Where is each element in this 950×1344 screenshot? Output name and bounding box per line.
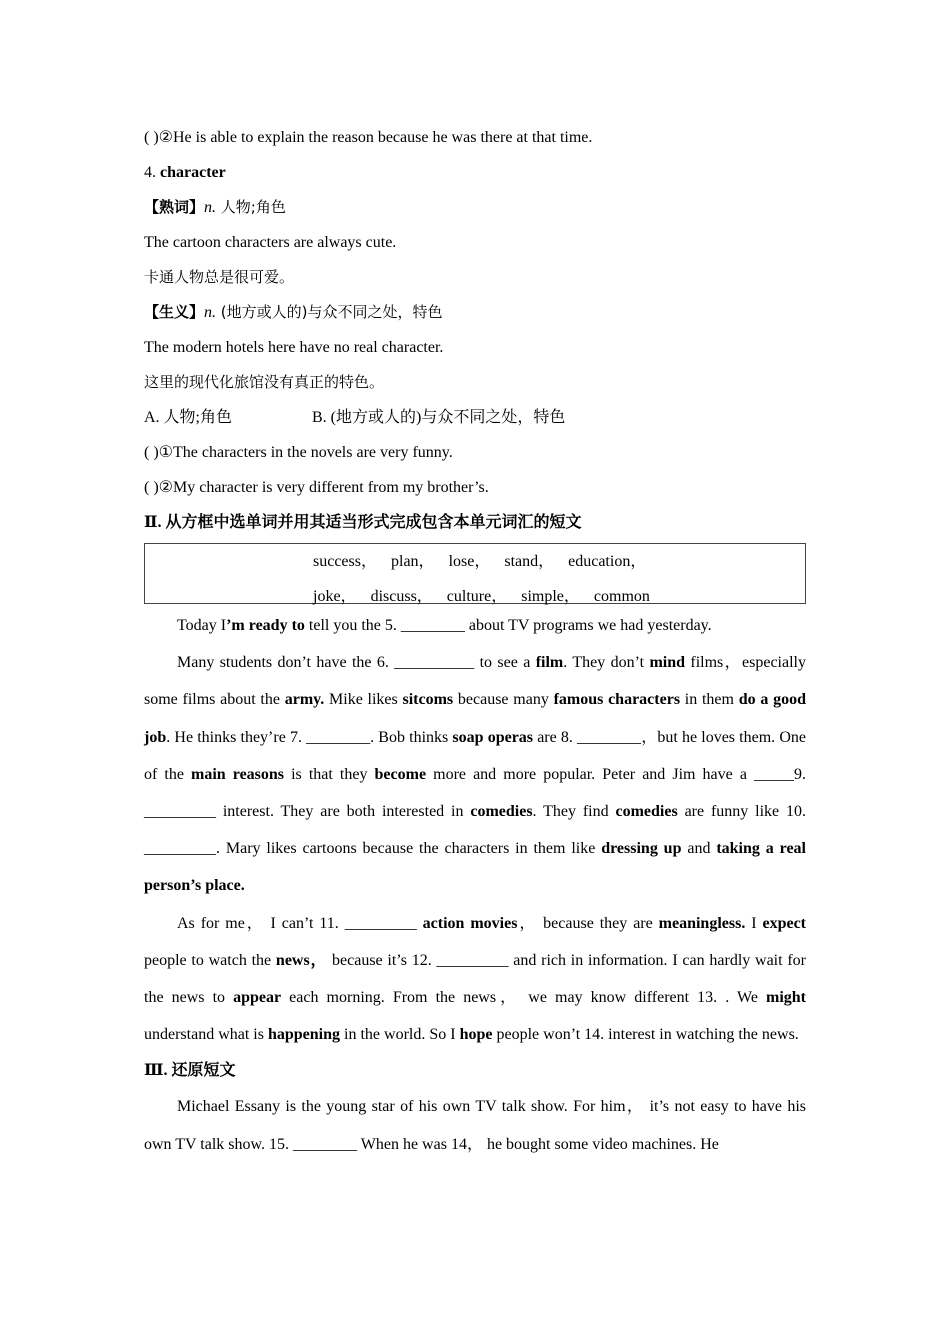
- q4-options: [144, 400, 806, 435]
- q4-familiar-meaning: [144, 190, 806, 225]
- word-box-item: common: [593, 588, 650, 605]
- bold-term: hope: [459, 1026, 493, 1044]
- new-meaning: (地方或人的)与众不同之处，特色: [216, 303, 443, 321]
- passage-text: are funny like 10. _________. Mary likes cartoons because the characters in them like: [144, 803, 807, 858]
- bold-term: meaningless.: [658, 914, 746, 932]
- q4-example-1-en: The cartoon characters are always cute.: [144, 234, 397, 251]
- passage-text: films，especially some films about the: [144, 654, 806, 709]
- section-3-heading: Ⅲ. 还原短文: [144, 1062, 236, 1080]
- passage-text: ， because they are: [517, 914, 659, 932]
- bold-term: army.: [284, 691, 325, 709]
- passage-text: Many students don’t have the 6. __________ to see a: [177, 654, 536, 672]
- q4-item-2: ( )②My character is very different from my brother’s.: [144, 479, 489, 496]
- passage-text: in them: [680, 691, 739, 709]
- option-b: B. (地方或人的)与众不同之处，特色: [312, 409, 566, 426]
- option-a: A. 人物;角色: [144, 409, 233, 426]
- bold-term: become: [374, 765, 427, 783]
- q4-word: character: [160, 164, 226, 181]
- q4-new-meaning: [144, 295, 806, 330]
- p1-bold: ’m ready to: [226, 617, 305, 634]
- word-box-item: stand，: [504, 553, 555, 570]
- q4-example-1-cn: 卡通人物总是很可爱。: [144, 268, 295, 286]
- passage-text: because it’s 12. _________ and rich in information. I can hardly wait for the news to: [144, 951, 807, 1007]
- passage-text: each morning. From the news， we may know different 13. . We: [281, 989, 766, 1007]
- passage-text: . He thinks they’re 7. ________. Bob thinks: [166, 728, 453, 746]
- section-2-title: [144, 505, 806, 540]
- familiar-tag: 【熟词】: [144, 198, 205, 216]
- new-tag: 【生义】: [144, 303, 205, 321]
- q4-example-2-cn: 这里的现代化旅馆没有真正的特色。: [144, 373, 385, 391]
- section-3-passage: Michael Essany is the young star of his own TV talk show. For him， it’s not easy to have his own TV talk show. 15. ________ When he was 14， he bought some video machines. He: [144, 1098, 806, 1153]
- passage-text: and: [681, 840, 717, 858]
- bold-term: taking a real person’s place.: [144, 840, 806, 895]
- word-box-item: simple，: [521, 588, 580, 605]
- bold-term: sitcoms: [402, 691, 454, 709]
- bold-term: expect: [762, 914, 806, 932]
- bold-term: mind: [649, 654, 686, 672]
- word-box-item: discuss，: [370, 588, 433, 605]
- p1-text-a: Today I: [177, 617, 227, 634]
- bold-term: famous characters: [553, 691, 681, 709]
- passage-paragraph-3: [144, 905, 806, 1054]
- passage-text: is that they: [284, 765, 375, 783]
- familiar-meaning: 人物;角色: [216, 198, 286, 216]
- q4-item-1: ( )①The characters in the novels are very funny.: [144, 444, 453, 461]
- bold-term: news，: [275, 951, 328, 969]
- word-box-item: joke，: [313, 588, 357, 605]
- new-pos: n.: [204, 304, 217, 321]
- word-box-item: culture，: [446, 588, 508, 605]
- bold-term: might: [766, 989, 806, 1007]
- q4-number: 4.: [144, 164, 160, 181]
- word-box: [144, 543, 806, 604]
- word-box-item: success，: [313, 553, 377, 570]
- bold-term: comedies: [470, 803, 533, 821]
- bold-term: action movies: [422, 914, 518, 932]
- bold-term: do a good job: [144, 691, 806, 746]
- passage-text: more and more popular. Peter and Jim have a _____9. _________ interest. They are both interested in: [144, 765, 807, 821]
- passage-text: Mike likes: [324, 691, 403, 709]
- q3-item-2: ( )②He is able to explain the reason because he was there at that time.: [144, 129, 593, 146]
- q4-example-2-en: The modern hotels here have no real character.: [144, 339, 444, 356]
- q4-heading: [144, 155, 806, 190]
- passage-text: because many: [453, 691, 554, 709]
- passage-text: people won’t 14. interest in watching the news.: [492, 1026, 799, 1044]
- bold-term: appear: [233, 989, 282, 1007]
- passage-text: are 8. ________，but he loves them. One of the: [144, 728, 806, 783]
- word-box-item: education，: [568, 553, 647, 570]
- p1-text-c: tell you the 5. ________ about TV programs we had yesterday.: [304, 617, 712, 634]
- passage-text: . They don’t: [563, 654, 650, 672]
- bold-term: comedies: [615, 803, 678, 821]
- word-box-item: plan，: [391, 553, 435, 570]
- passage-text: I: [745, 914, 763, 932]
- section-2-heading: Ⅱ. 从方框中选单词并用其适当形式完成包含本单元词汇的短文: [144, 514, 582, 531]
- bold-term: main reasons: [191, 765, 285, 783]
- passage-text: understand what is: [144, 1026, 268, 1044]
- worksheet-page: [144, 120, 806, 1163]
- passage-text: in the world. So I: [340, 1026, 460, 1044]
- bold-term: soap operas: [452, 728, 534, 746]
- word-box-row-1: [313, 548, 660, 571]
- word-box-item: lose，: [448, 553, 491, 570]
- passage-paragraph-1: [144, 607, 806, 644]
- bold-term: happening: [267, 1026, 341, 1044]
- passage-paragraph-2: [144, 644, 806, 904]
- passage-text: . They find: [532, 803, 616, 821]
- bold-term: dressing up: [601, 840, 682, 858]
- passage-text: people to watch the: [144, 951, 276, 969]
- word-box-row-2: [313, 583, 664, 606]
- bold-term: film: [535, 654, 564, 672]
- familiar-pos: n.: [204, 199, 217, 216]
- section-3-title: [144, 1053, 806, 1088]
- passage-text: As for me， I can’t 11. _________: [177, 914, 423, 932]
